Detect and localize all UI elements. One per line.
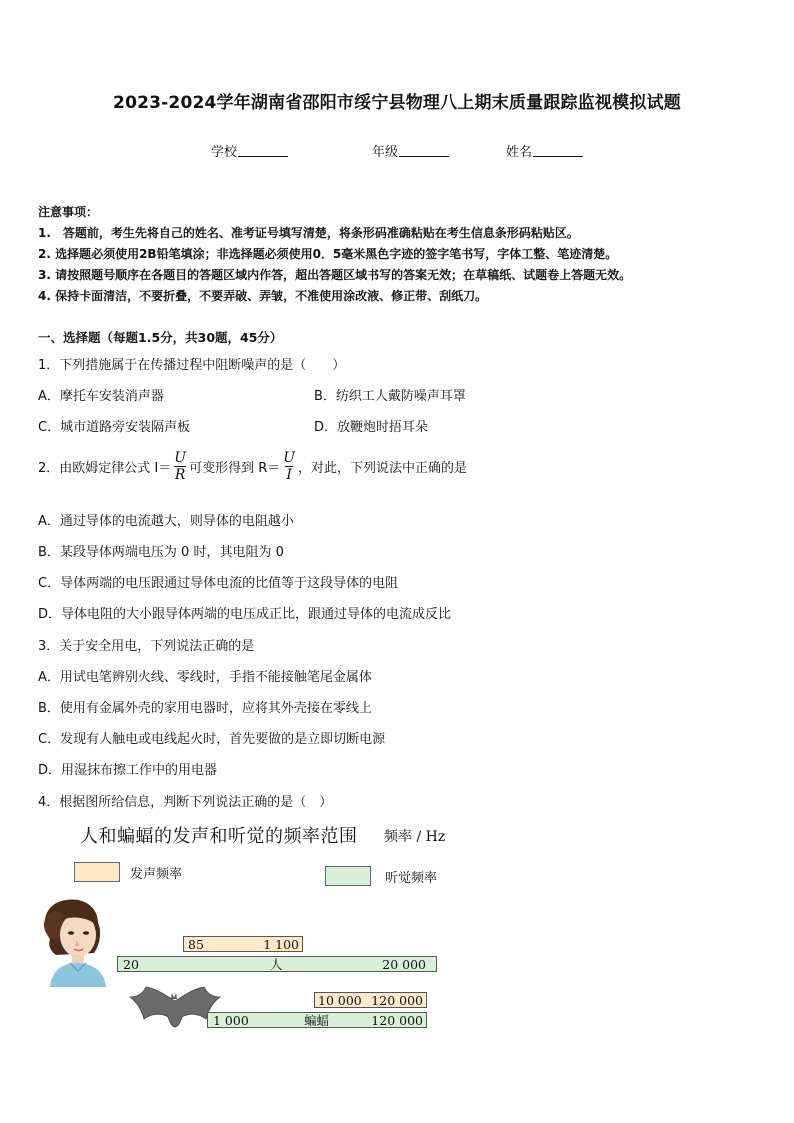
human-hear-max: 20 000 xyxy=(382,957,426,972)
bat-hear-min: 1 000 xyxy=(213,1013,249,1028)
notes-heading: 注意事项： xyxy=(38,205,99,219)
note-item: 2. 选择题必须使用2B铅笔填涂；非选择题必须使用0．5毫米黑色字迹的签字笔书写，字体工整、笔迹清楚。 xyxy=(38,247,618,261)
question-1-option-d[interactable]: D．放鞭炮时捂耳朵 xyxy=(314,420,429,435)
human-label: 人 xyxy=(270,957,283,972)
bat-emit-min: 10 000 xyxy=(318,993,362,1008)
human-emit-max: 1 100 xyxy=(263,937,299,952)
school-field xyxy=(211,141,288,160)
question-3-option-d[interactable]: D．用湿抹布擦工作中的用电器 xyxy=(38,763,218,778)
human-hear-bar xyxy=(117,956,437,972)
fraction-numerator: U xyxy=(174,450,187,466)
q2-stem-pre: 2．由欧姆定律公式 I＝ xyxy=(38,461,172,476)
question-2-option-b[interactable]: B．某段导体两端电压为 0 时，其电阻为 0 xyxy=(38,545,284,560)
question-1-option-b[interactable]: B．纺织工人戴防噪声耳罩 xyxy=(314,389,466,404)
bat-emit-bar xyxy=(314,992,427,1008)
question-2-option-a[interactable]: A．通过导体的电流越大，则导体的电阻越小 xyxy=(38,514,294,529)
bat-label: 蝙蝠 xyxy=(304,1013,330,1028)
question-1-option-a[interactable]: A．摩托车安装消声器 xyxy=(38,389,164,404)
note-item: 3. 请按照题号顺序在各题目的答题区域内作答，超出答题区域书写的答案无效；在草稿纸、试题卷上答题无效。 xyxy=(38,268,632,282)
fraction-u-over-r xyxy=(173,450,187,483)
woman-icon xyxy=(36,895,118,987)
figure-title: 人和蝙蝠的发声和听觉的频率范围 xyxy=(80,826,358,847)
school-blank[interactable] xyxy=(238,144,288,157)
section-heading: 一、选择题（每题1.5分，共30题，45分） xyxy=(38,330,283,345)
bat-hear-max: 120 000 xyxy=(371,1013,423,1028)
question-2-stem xyxy=(38,450,467,483)
q2-stem-mid: 可变形得到 R＝ xyxy=(189,461,281,476)
question-1-stem: 1．下列措施属于在传播过程中阻断噪声的是（ ） xyxy=(38,358,346,373)
name-label: 姓名 xyxy=(506,145,533,160)
bat-hear-bar xyxy=(207,1012,427,1028)
question-1-option-c[interactable]: C．城市道路旁安装隔声板 xyxy=(38,420,191,435)
human-emit-bar xyxy=(183,936,303,952)
grade-blank[interactable] xyxy=(399,144,449,157)
page-title: 2023-2024学年湖南省邵阳市绥宁县物理八上期末质量跟踪监视模拟试题 xyxy=(113,93,681,113)
note-item: 4. 保持卡面清洁，不要折叠，不要弄破、弄皱，不准使用涂改液、修正带、刮纸刀。 xyxy=(38,289,488,303)
question-4-stem: 4．根据图所给信息，判断下列说法正确的是（ ） xyxy=(38,795,333,810)
figure-unit: 频率 / Hz xyxy=(384,829,446,845)
question-2-option-c[interactable]: C．导体两端的电压跟通过导体电流的比值等于这段导体的电阻 xyxy=(38,576,399,591)
fraction-numerator: U xyxy=(283,450,296,466)
legend-hear-swatch xyxy=(325,866,371,886)
note-item: 1. 答题前，考生先将自己的姓名、准考证号填写清楚，将条形码准确粘贴在考生信息条形码粘贴区。 xyxy=(38,226,579,240)
legend-hear-label: 听觉频率 xyxy=(385,871,438,886)
bat-emit-max: 120 000 xyxy=(371,993,423,1008)
name-field xyxy=(506,141,583,160)
fraction-u-over-i xyxy=(282,450,296,483)
fraction-denominator: I xyxy=(286,467,292,483)
human-hear-min: 20 xyxy=(123,957,139,972)
fraction-denominator: R xyxy=(174,467,186,483)
question-2-option-d[interactable]: D．导体电阻的大小跟导体两端的电压成正比，跟通过导体的电流成反比 xyxy=(38,607,452,622)
legend-emit-label: 发声频率 xyxy=(130,867,183,882)
legend-emit-swatch xyxy=(74,862,120,882)
question-3-option-c[interactable]: C．发现有人触电或电线起火时，首先要做的是立即切断电源 xyxy=(38,732,386,747)
q2-stem-post: ，对此，下列说法中正确的是 xyxy=(298,461,468,476)
question-3-option-a[interactable]: A．用试电笔辨别火线、零线时，手指不能接触笔尾金属体 xyxy=(38,670,372,685)
school-label: 学校 xyxy=(211,145,238,160)
human-emit-min: 85 xyxy=(188,937,204,952)
question-3-stem: 3．关于安全用电，下列说法正确的是 xyxy=(38,639,255,654)
grade-label: 年级 xyxy=(372,145,399,160)
name-blank[interactable] xyxy=(533,144,583,157)
question-3-option-b[interactable]: B．使用有金属外壳的家用电器时，应将其外壳接在零线上 xyxy=(38,701,372,716)
grade-field xyxy=(372,141,449,160)
